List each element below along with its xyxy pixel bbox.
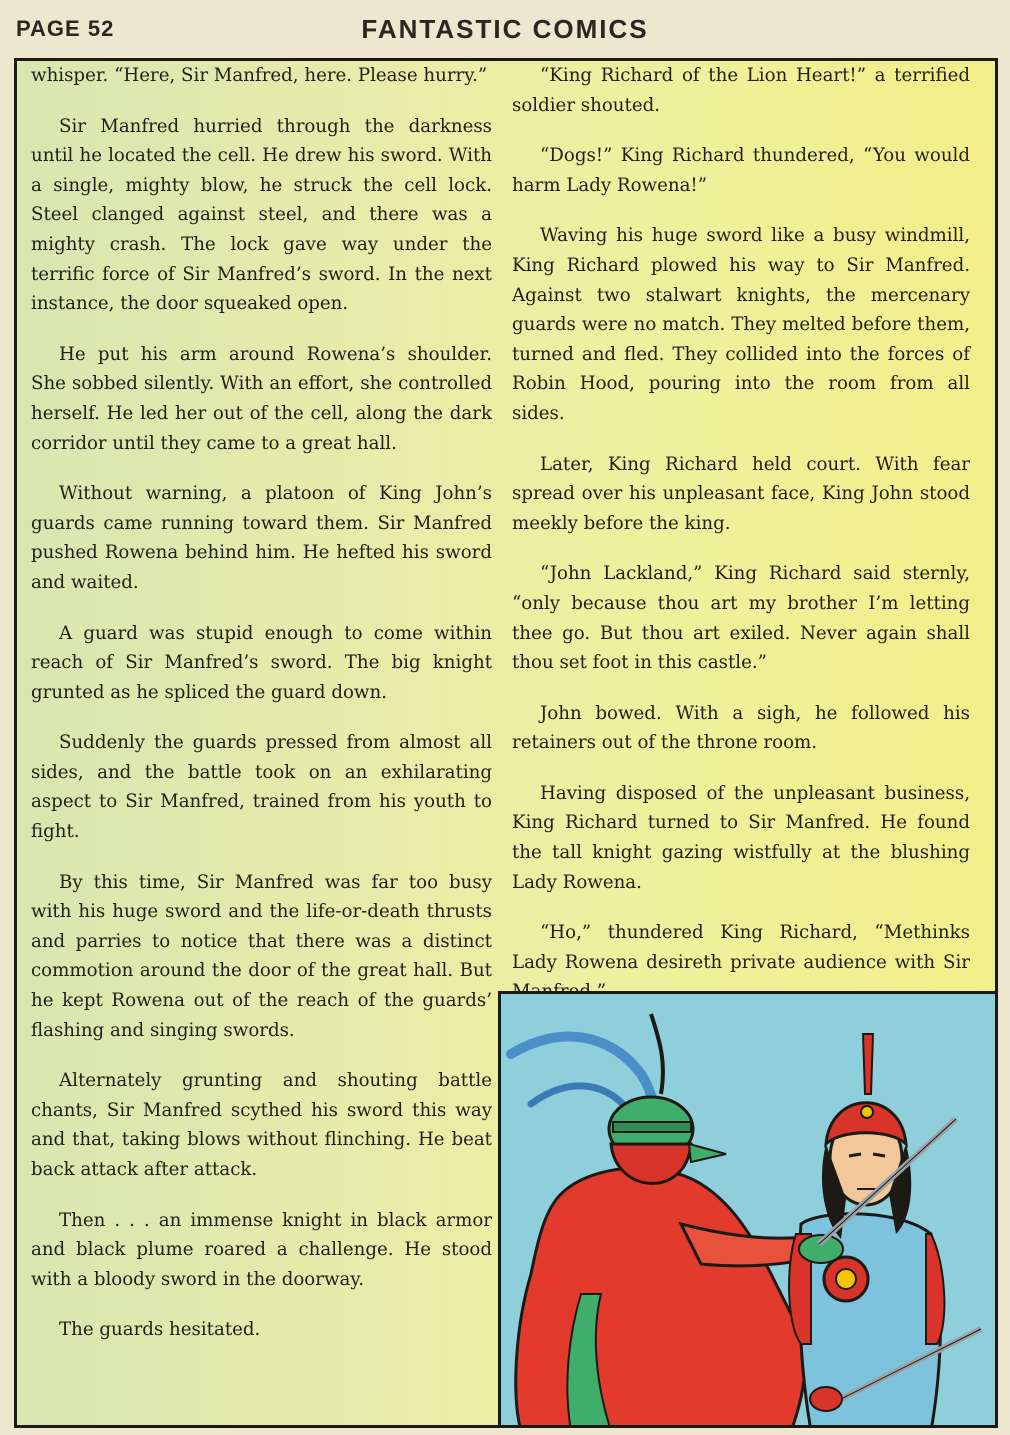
paragraph: Having disposed of the unpleasant business, King Richard turned to Sir Manfred. He found the tall knight gazing wistfully at the blushing Lady Rowena. (512, 782, 970, 893)
paragraph: Without warning, a platoon of King John’s guards came running toward them. Sir Manfred pushed Rowena behind him. He hefted his sword and waited. (31, 483, 492, 593)
paragraph: Suddenly the guards pressed from almost all sides, and the battle took on an exhilarating aspect to Sir Manfred, trained from his youth to fight. (31, 732, 492, 843)
paragraph: Then . . . an immense knight in black armor and black plume roared a challenge. He stood with a bloody sword in the doorway. (31, 1209, 492, 1290)
brooch-gem (836, 1269, 856, 1289)
page-header (0, 0, 1010, 58)
paragraph: Alternately grunting and shouting battle chants, Sir Manfred scythed his sword this way and that, taking blows without flinching. He beat back attack after attack. (31, 1070, 492, 1180)
paragraph: He put his arm around Rowena’s shoulder. She sobbed silently. With an effort, she controlled herself. He led her out of the cell, along the dark corridor until they came to a great hall. (31, 343, 492, 454)
eye-right (873, 1154, 885, 1156)
paragraph: “Ho,” thundered King Richard, “Methinks Lady Rowena desireth private audience with Sir (512, 922, 970, 973)
paragraph: By this time, Sir Manfred was far too busy with his huge sword and the life-or-death thrusts and parries to notice that there was a distinct commotion around the door of the great hall. But he kept Rowena out of the reach of the guards’ flashing and singing swords. (31, 871, 492, 1041)
paragraph: Sir Manfred hurried through the darkness until he located the cell. He drew his sword. With a single, mighty blow, he struck the cell lock. Steel clanged against steel, and there was a mighty crash. The lock gave way under the terrific force of Sir Manfred’s sword. In the next instance, the door squeaked open. (31, 115, 492, 315)
helmet-spike-top (863, 1034, 873, 1094)
knights-sword-clash-illustration (498, 991, 998, 1428)
crown-jewel (861, 1106, 873, 1118)
story-text-panel (14, 58, 998, 1428)
page-number: PAGE 52 (16, 16, 115, 41)
eye-left (849, 1154, 861, 1156)
paragraph: Waving his huge sword like a busy windmill, King Richard plowed his way to Sir Manfred. Against two stalwart knights, the mercenary guards were no match. They melted before them, turned and fled. They collided into the forces of Robin Hood, pouring into the room from all sides. (512, 225, 970, 424)
red-hand (810, 1387, 842, 1411)
paragraph: “King Richard of the Lion Heart!” a terrified soldier shouted. (512, 65, 970, 116)
left-text-column (31, 61, 492, 1345)
paragraph: John bowed. With a sigh, he followed his retainers out of the throne room. (512, 702, 970, 754)
paragraph: Later, King Richard held court. With fear spread over his unpleasant face, King John stood meekly before the king. (512, 453, 970, 534)
magazine-title: FANTASTIC COMICS (361, 14, 649, 44)
paragraph: “Dogs!” King Richard thundered, “You would harm Lady Rowena!” (512, 145, 970, 196)
paragraph: A guard was stupid enough to come within reach of Sir Manfred’s sword. The big knight grunted as he spliced the guard down. (31, 622, 492, 703)
paragraph: The guards hesitated. (59, 1319, 261, 1341)
helmet-band (613, 1122, 691, 1132)
right-text-column (512, 61, 970, 1007)
paragraph: “John Lackland,” King Richard said sternly, “only because thou art my brother I’m letting thee go. But thou art exiled. Never again shall thou set foot in this castle.” (512, 563, 970, 674)
paragraph: whisper. “Here, Sir Manfred, here. Please hurry.” (31, 65, 488, 86)
illustration-art (501, 994, 998, 1428)
